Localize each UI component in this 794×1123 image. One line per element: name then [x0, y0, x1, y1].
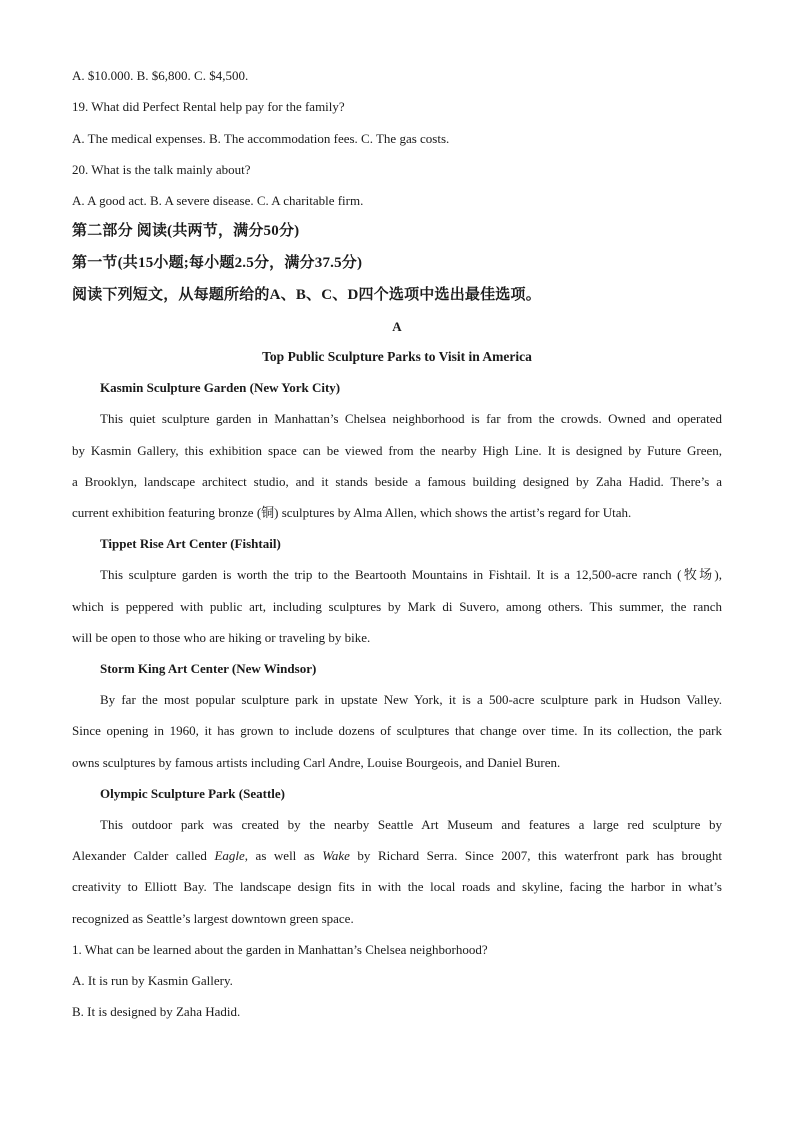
- q1-option-a: A. It is run by Kasmin Gallery.: [72, 973, 233, 988]
- section1-heading: 第一节(共15小题;每小题2.5分，满分37.5分): [72, 255, 363, 271]
- q19-question: 19. What did Perfect Rental help pay for the family?: [72, 99, 345, 114]
- tippet-line-1: This sculpture garden is worth the trip to the Beartooth Mountains in Fishtail. It is a 12,500-acre ranch (牧场),: [100, 567, 722, 582]
- q20-question: 20. What is the talk mainly about?: [72, 162, 251, 177]
- storm-heading: Storm King Art Center (New Windsor): [100, 661, 317, 676]
- q19-options: A. The medical expenses. B. The accommodation fees. C. The gas costs.: [72, 131, 450, 146]
- q18-options: A. $10.000. B. $6,800. C. $4,500.: [72, 68, 249, 83]
- olympic-line-2: [72, 848, 722, 864]
- kasmin-heading: Kasmin Sculpture Garden (New York City): [100, 380, 341, 395]
- q20-options: A. A good act. B. A severe disease. C. A charitable firm.: [72, 193, 364, 208]
- part2-heading: 第二部分 阅读(共两节，满分50分): [72, 223, 300, 239]
- storm-line-2: Since opening in 1960, it has grown to include dozens of sculptures that change over time. In its collection, the park: [72, 723, 722, 738]
- olympic-line-3: creativity to Elliott Bay. The landscape design fits in with the local roads and skyline, facing the harbor in what’s: [72, 879, 722, 894]
- tippet-line-3: will be open to those who are hiking or traveling by bike.: [72, 630, 371, 645]
- eagle-title: Eagle: [214, 848, 245, 863]
- q1-question: 1. What can be learned about the garden in Manhattan’s Chelsea neighborhood?: [72, 942, 488, 957]
- olympic-heading: Olympic Sculpture Park (Seattle): [100, 786, 285, 801]
- kasmin-line-4: current exhibition featuring bronze (铜) sculptures by Alma Allen, which shows the artist’s regard for Utah.: [72, 505, 632, 520]
- tippet-heading: Tippet Rise Art Center (Fishtail): [100, 536, 281, 551]
- instructions: 阅读下列短文，从每题所给的A、B、C、D四个选项中选出最佳选项。: [72, 287, 541, 303]
- olympic-line-1: This outdoor park was created by the nearby Seattle Art Museum and features a large red sculpture by: [100, 817, 722, 832]
- kasmin-line-1: This quiet sculpture garden in Manhattan’s Chelsea neighborhood is far from the crowds. Owned and operated: [100, 411, 722, 426]
- q1-option-b: B. It is designed by Zaha Hadid.: [72, 1004, 241, 1019]
- olympic-line-2-a: Alexander Calder called: [72, 848, 215, 863]
- olympic-line-2-b: , as well as: [244, 848, 323, 863]
- olympic-line-2-c: by Richard Serra. Since 2007, this waterfront park has brought: [349, 848, 722, 863]
- storm-line-3: owns sculptures by famous artists including Carl Andre, Louise Bourgeois, and Daniel Buren.: [72, 755, 561, 770]
- storm-line-1: By far the most popular sculpture park in upstate New York, it is a 500-acre sculpture park in Hudson Valley.: [100, 692, 722, 707]
- olympic-line-4: recognized as Seattle’s largest downtown green space.: [72, 911, 354, 926]
- kasmin-line-2: by Kasmin Gallery, this exhibition space can be viewed from the nearby High Line. It is designed by Future Green,: [72, 443, 722, 458]
- passage-letter: A: [392, 319, 402, 334]
- passage-title: Top Public Sculpture Parks to Visit in America: [262, 349, 532, 364]
- wake-title: Wake: [322, 848, 350, 863]
- kasmin-line-3: a Brooklyn, landscape architect studio, and it stands beside a famous building designed by Zaha Hadid. There’s a: [72, 474, 722, 489]
- tippet-line-2: which is peppered with public art, including sculptures by Mark di Suvero, among others. This summer, the ranch: [72, 599, 722, 614]
